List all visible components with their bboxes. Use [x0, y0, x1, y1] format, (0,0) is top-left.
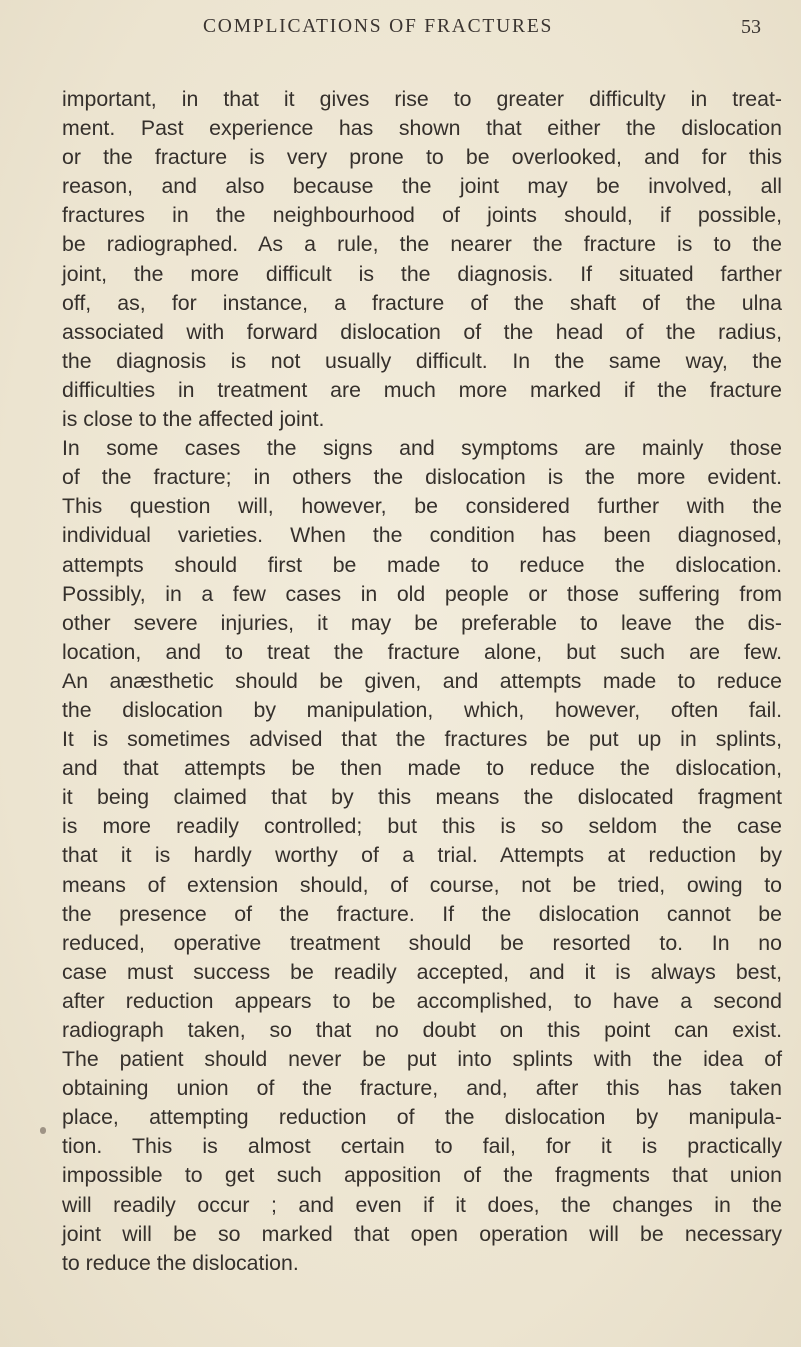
text-line: will readily occur ; and even if it does, the changes in the — [62, 1192, 782, 1217]
text-line: radiograph taken, so that no doubt on this point can exist. — [62, 1018, 782, 1042]
text-line: means of extension should, of course, not be tried, owing to — [62, 872, 782, 897]
text-line: is close to the affected joint. — [62, 407, 325, 432]
text-line: place, attempting reduction of the dislocation by manipula- — [62, 1105, 782, 1130]
text-line: the diagnosis is not usually difficult. In the same way, the — [62, 348, 782, 373]
text-line: location, and to treat the fracture alone, but such are few. — [62, 639, 782, 664]
text-line: important, in that it gives rise to greater difficulty in treat- — [62, 87, 782, 111]
text-line: impossible to get such apposition of the fragments that union — [62, 1163, 782, 1188]
text-line: to reduce the dislocation. — [62, 1250, 299, 1275]
text-line: In some cases the signs and symptoms are mainly those — [62, 436, 782, 461]
body-text — [62, 85, 782, 1278]
text-line: Possibly, in a few cases in old people or those suffering from — [62, 581, 782, 606]
text-line: is more readily controlled; but this is so seldom the case — [62, 814, 782, 839]
text-line: joint, the more difficult is the diagnosis. If situated farther — [62, 261, 782, 286]
text-line: The patient should never be put into splints with the idea of — [62, 1047, 782, 1072]
text-line: off, as, for instance, a fracture of the shaft of the ulna — [62, 290, 782, 315]
text-line: the presence of the fracture. If the dislocation cannot be — [62, 901, 782, 926]
text-line: reason, and also because the joint may be involved, all — [62, 174, 782, 199]
text-line: it being claimed that by this means the dislocated fragment — [62, 785, 782, 810]
text-line: This question will, however, be considered further with the — [62, 494, 782, 519]
text-line: difficulties in treatment are much more marked if the fracture — [62, 377, 782, 402]
text-line: individual varieties. When the condition has been diagnosed, — [62, 523, 782, 548]
text-line: reduced, operative treatment should be resorted to. In no — [62, 930, 782, 955]
text-line: case must success be readily accepted, and it is always best, — [62, 959, 782, 984]
text-line: of the fracture; in others the dislocation is the more evident. — [62, 465, 782, 490]
text-line: attempts should first be made to reduce the dislocation. — [62, 552, 782, 577]
text-line: that it is hardly worthy of a trial. Attempts at reduction by — [62, 843, 782, 868]
running-head — [0, 10, 801, 46]
text-line: obtaining union of the fracture, and, after this has taken — [62, 1076, 782, 1101]
page-number: 53 — [741, 16, 761, 38]
text-line: tion. This is almost certain to fail, for it is practically — [62, 1134, 782, 1159]
text-line: ment. Past experience has shown that either the dislocation — [62, 116, 782, 141]
text-line: be radiographed. As a rule, the nearer the fracture is to the — [62, 232, 782, 257]
text-line: An anæsthetic should be given, and attempts made to reduce — [62, 668, 782, 693]
text-line: other severe injuries, it may be preferable to leave the dis- — [62, 610, 782, 635]
text-line: associated with forward dislocation of the head of the radius, — [62, 319, 782, 344]
text-line: It is sometimes advised that the fractures be put up in splints, — [62, 727, 782, 752]
text-line: and that attempts be then made to reduce the dislocation, — [62, 756, 782, 781]
text-line: after reduction appears to be accomplished, to have a second — [62, 988, 782, 1013]
text-line: or the fracture is very prone to be overlooked, and for this — [62, 145, 782, 170]
text-line: joint will be so marked that open operation will be necessary — [62, 1221, 782, 1246]
text-line: fractures in the neighbourhood of joints should, if possible, — [62, 203, 782, 228]
running-title: COMPLICATIONS OF FRACTURES — [203, 16, 554, 37]
text-line: the dislocation by manipulation, which, however, often fail. — [62, 697, 782, 722]
ink-speck — [40, 1127, 46, 1134]
